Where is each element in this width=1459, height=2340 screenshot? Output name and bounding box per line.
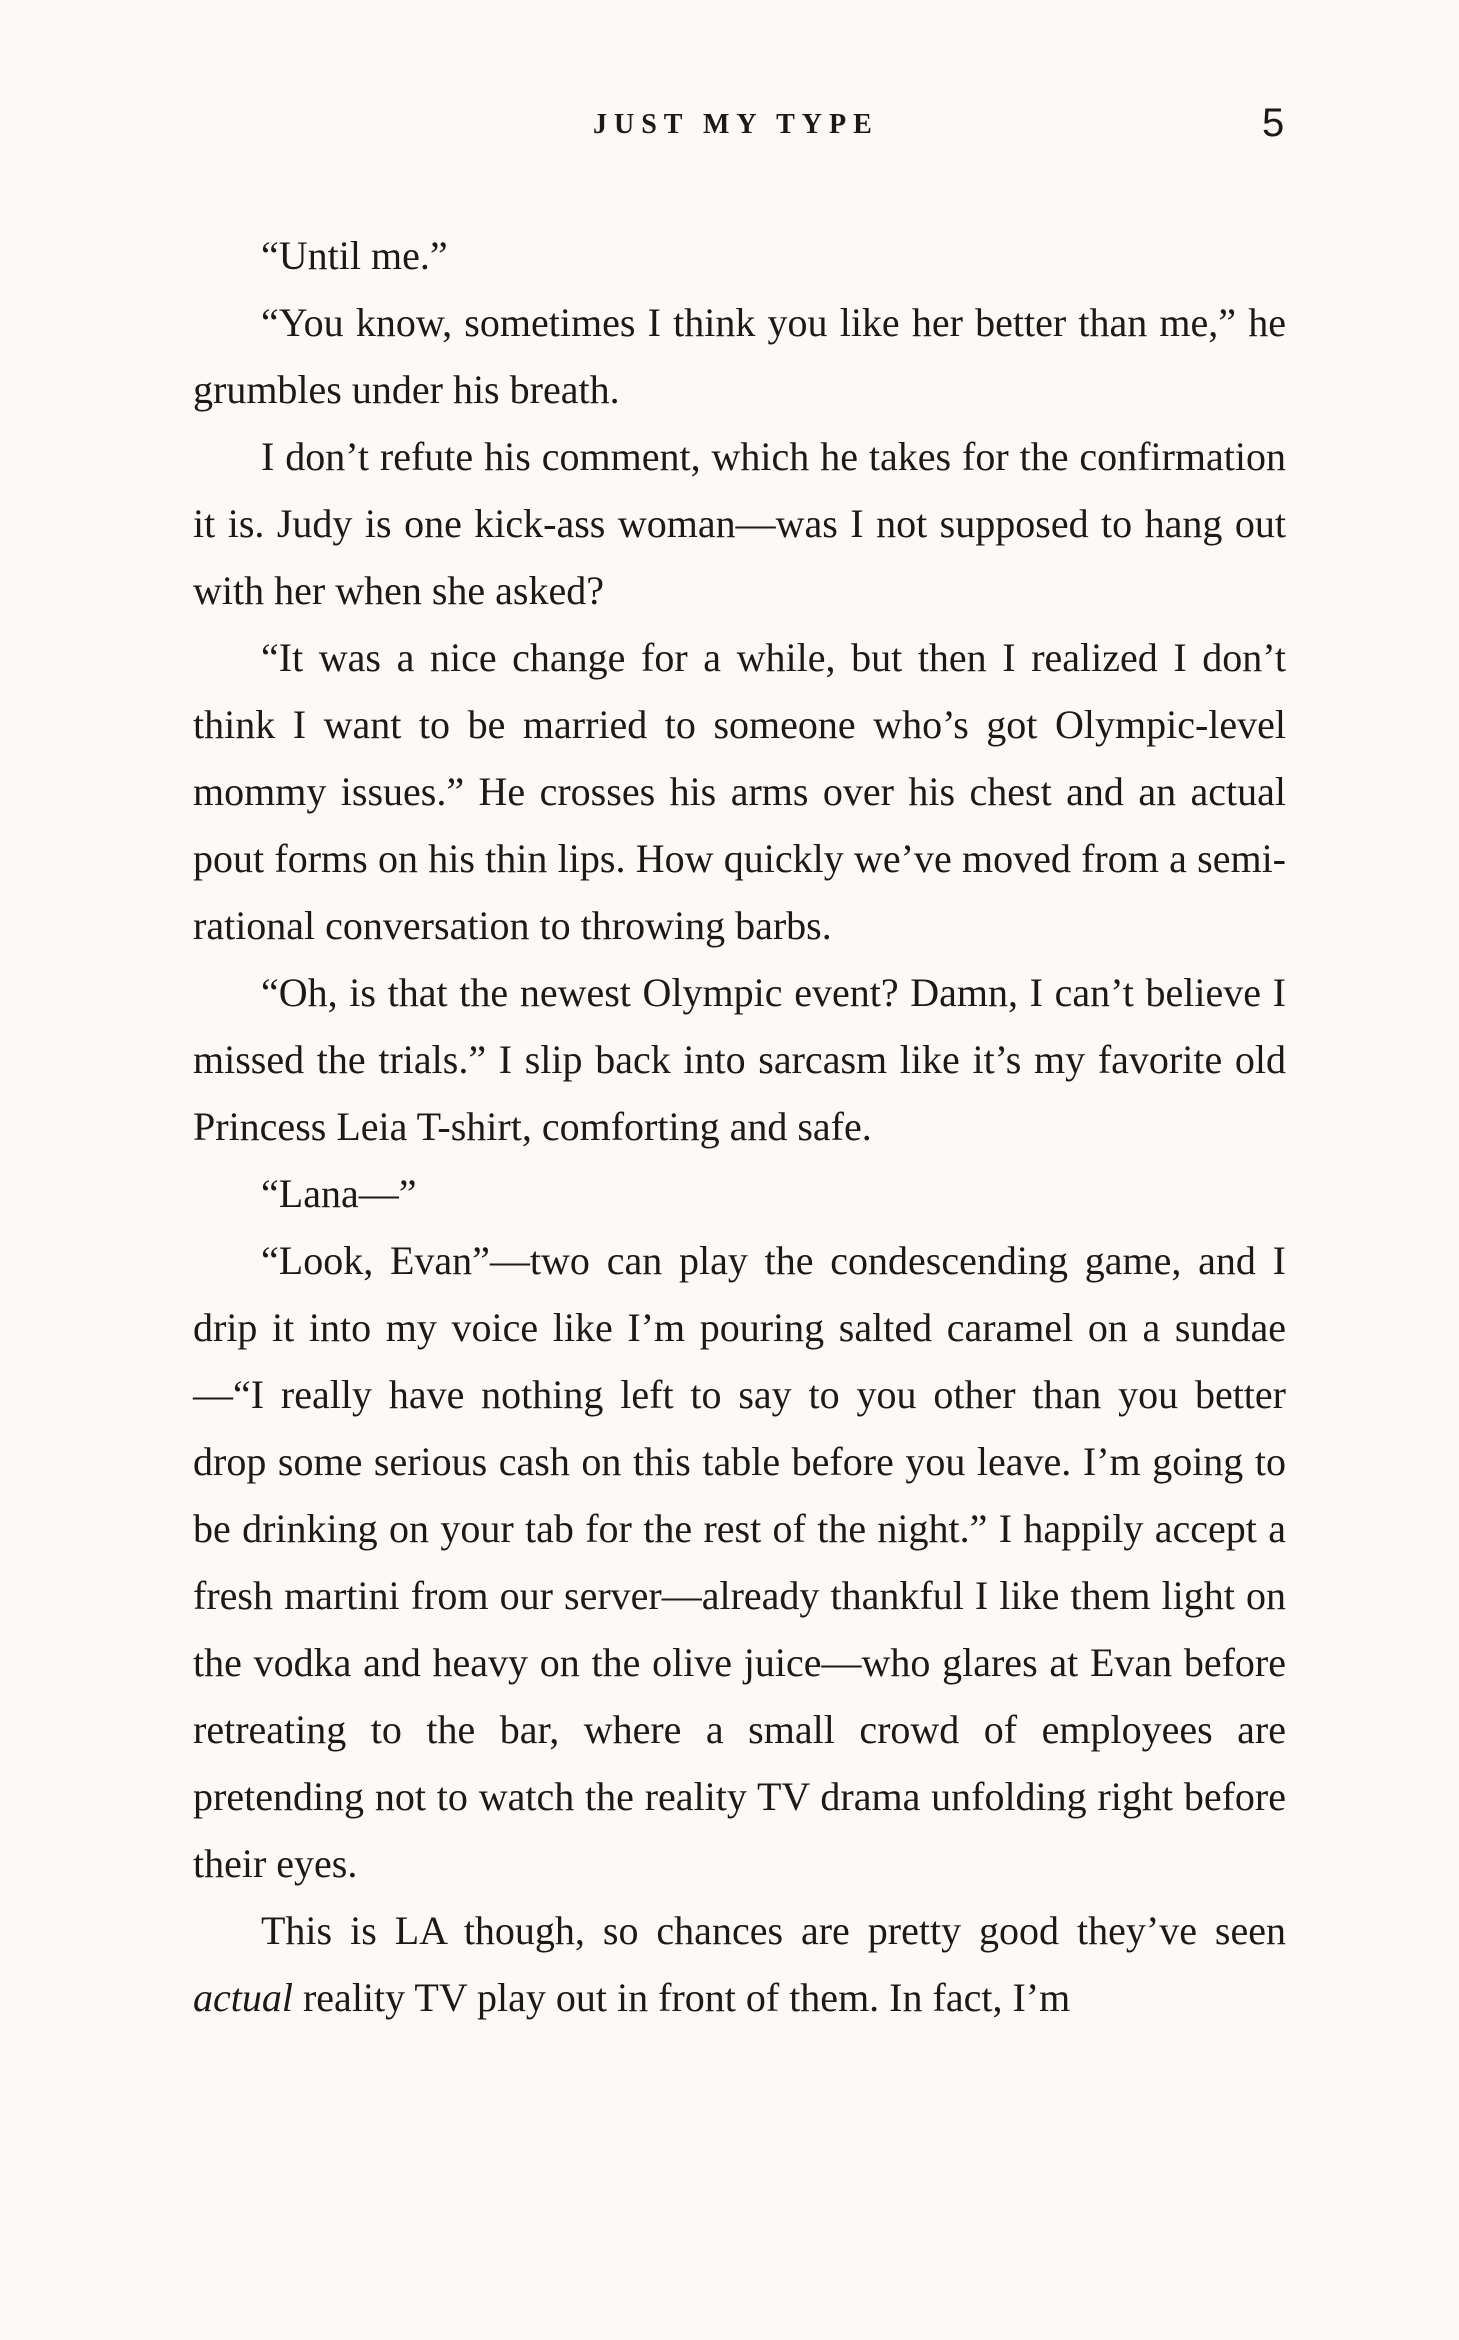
paragraph: “Look, Evan”—two can play the condescending game, and I drip it into my voice like I’m pouring salted caramel on a sundae—“I really have nothing left to say to you other than you better drop some serious cash on this table before you leave. I’m going to be drinking on your tab for the rest of the night.” I happily accept a fresh martini from our server—already thankful I like them light on the vodka and heavy on the olive juice—who glares at Evan before retreating to the bar, where a small crowd of employees are pretending not to watch the reality TV drama unfolding right before their eyes.	[193, 1238, 1286, 1886]
running-head	[0, 101, 1459, 145]
running-title: JUST MY TYPE	[593, 109, 879, 140]
paragraph-last	[193, 1897, 1286, 2031]
paragraph: “It was a nice change for a while, but then I realized I don’t think I want to be married to someone who’s got Olympic-level mommy issues.” He crosses his arms over his chest and an actual pout forms on his thin lips. How quickly we’ve moved from a semi-rational conversation to throwing barbs.	[193, 635, 1286, 948]
paragraph-text: This is LA though, so chances are pretty good they’ve seen	[261, 1908, 1286, 1953]
paragraph-text: reality TV play out in front of them. In fact, I’m	[292, 1975, 1071, 2020]
page-number: 5	[1262, 101, 1285, 145]
emphasized-word: actual	[193, 1975, 293, 2020]
paragraph: “Until me.”	[261, 233, 448, 278]
body-text	[193, 222, 1286, 2031]
paragraph: I don’t refute his comment, which he takes for the confirmation it is. Judy is one kick-ass woman—was I not supposed to hang out with her when she asked?	[193, 434, 1286, 613]
paragraph: “You know, sometimes I think you like her better than me,” he grumbles under his breath.	[193, 300, 1286, 412]
paragraph: “Oh, is that the newest Olympic event? Damn, I can’t believe I missed the trials.” I slip back into sarcasm like it’s my favorite old Princess Leia T-shirt, comforting and safe.	[193, 970, 1286, 1149]
paragraph: “Lana—”	[261, 1171, 417, 1216]
